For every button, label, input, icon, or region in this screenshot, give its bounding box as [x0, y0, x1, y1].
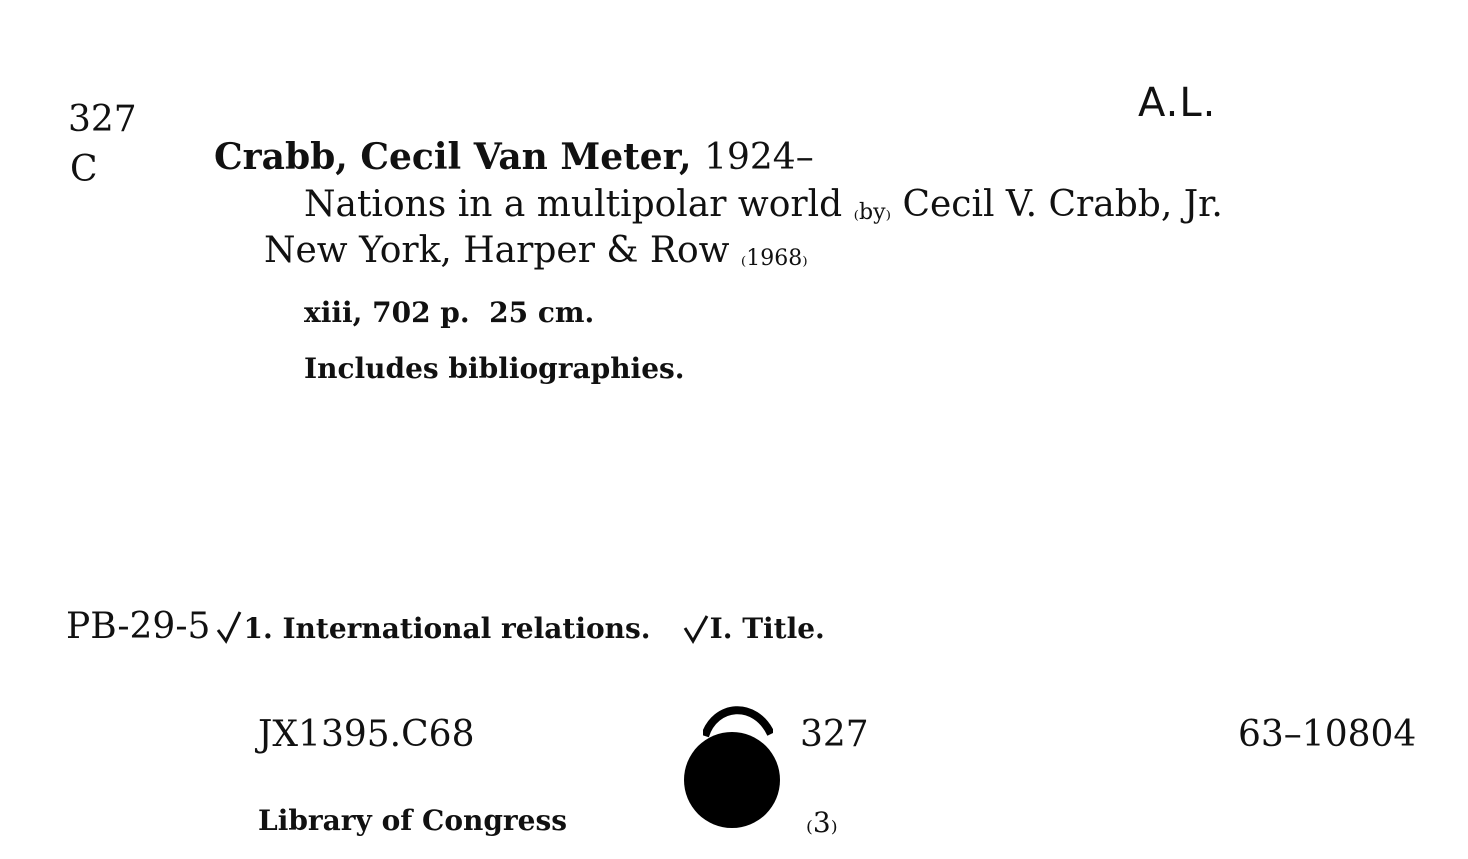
print-key: ₍3₎: [806, 806, 838, 839]
imprint-date: ₍1968₎: [740, 246, 808, 271]
title-by: ₍by₎: [853, 200, 891, 225]
title-responsibility: Cecil V. Crabb, Jr.: [902, 184, 1223, 225]
call-letter-top: C: [70, 149, 98, 190]
imprint-publisher: New York, Harper & Row: [264, 230, 730, 271]
note: Includes bibliographies.: [304, 352, 685, 385]
tracing-subject: 1. International relations.: [243, 612, 651, 645]
title-main: Nations in a multipolar world: [304, 184, 843, 225]
pb-code: PB-29-5: [66, 606, 211, 647]
lc-class-number: JX1395.C68: [258, 714, 475, 755]
check-mark-icon: [682, 610, 710, 644]
library-name: Library of Congress: [258, 804, 568, 837]
author-dates: 1924–: [704, 137, 814, 178]
imprint: [264, 230, 808, 271]
tracing-title: I. Title.: [709, 612, 825, 645]
title-statement: [304, 184, 1223, 225]
author-heading: [214, 136, 814, 178]
dewey-number: 327: [800, 714, 869, 755]
tracing-line: [66, 606, 825, 647]
collation: xiii, 702 p. 25 cm.: [304, 296, 595, 329]
lc-card-number: 63–10804: [1238, 714, 1417, 755]
call-number-top: 327: [68, 99, 137, 140]
author-name: Crabb, Cecil Van Meter,: [214, 136, 692, 178]
library-mark: A.L.: [1138, 80, 1217, 126]
check-mark-icon: [215, 610, 243, 644]
punch-hole-icon: [684, 732, 780, 828]
